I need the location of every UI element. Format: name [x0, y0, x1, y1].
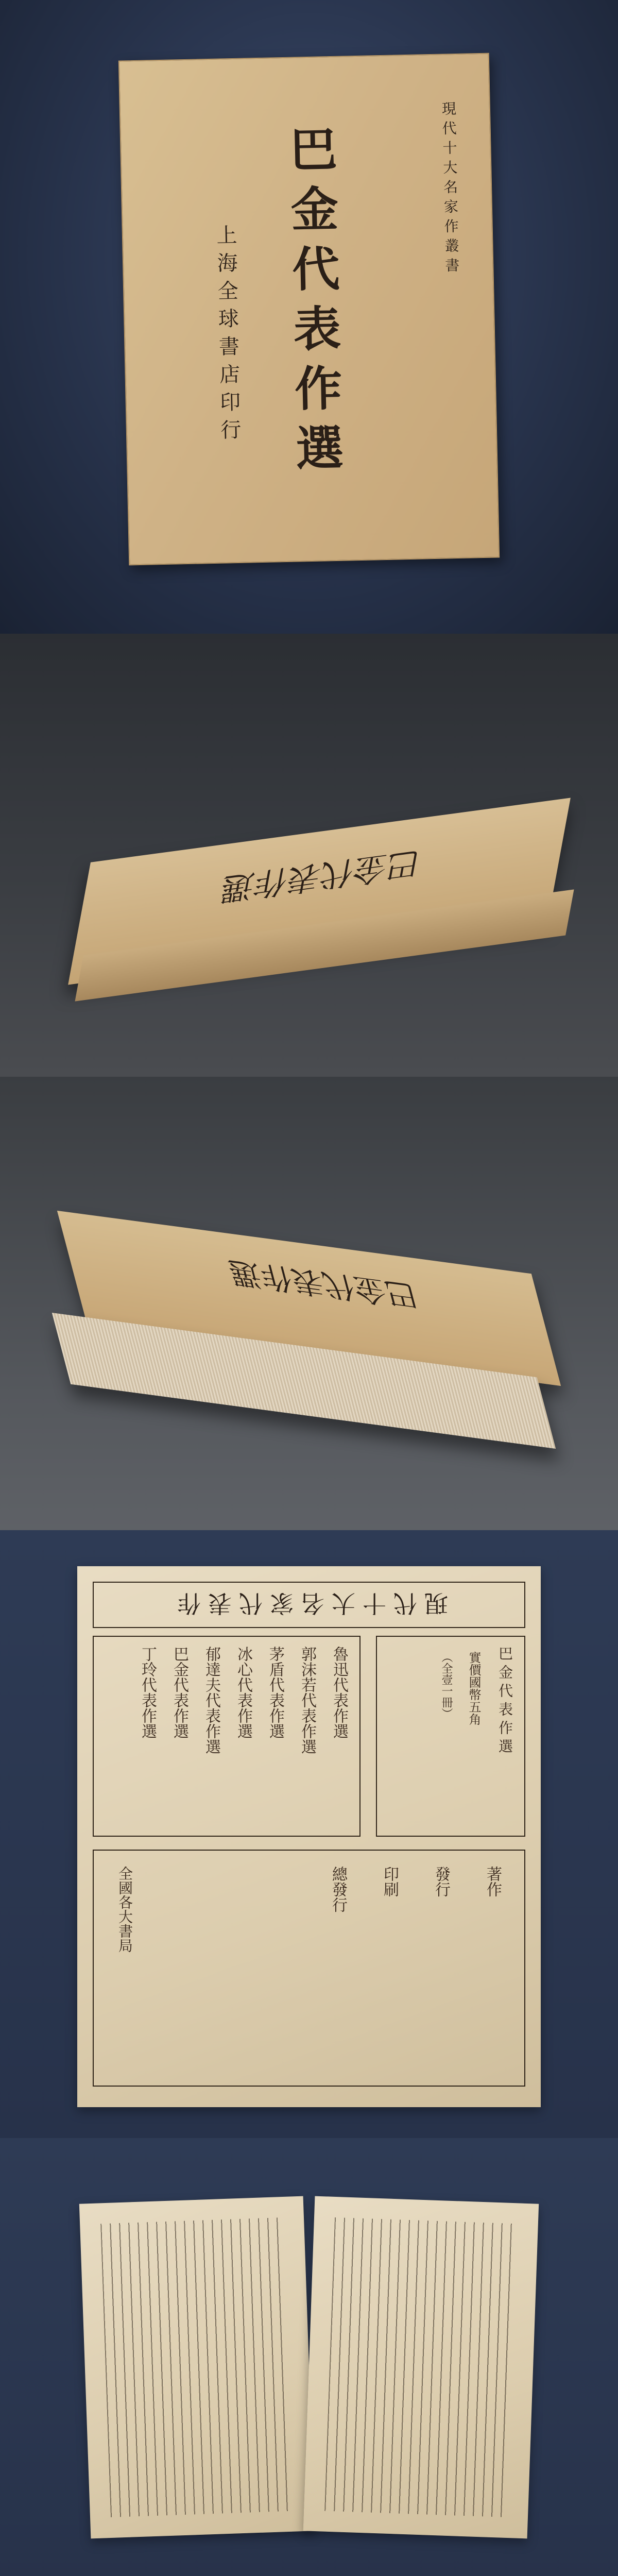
title-page-paper: [77, 1566, 541, 2107]
cover-series-text: 現代十大名家作叢書: [439, 100, 460, 278]
left-page: [79, 2196, 315, 2539]
top-title-upside-down: 巴金代表作選: [217, 844, 423, 908]
series-list-box: [93, 1636, 360, 1837]
series-item: 魯迅代表作選: [330, 1646, 348, 1739]
header-title: 現代十大名家代表作: [170, 1589, 448, 1617]
book-front-cover: [118, 53, 500, 566]
cover-publisher: 上海全球書店印行: [213, 224, 242, 447]
series-item: 巴金代表作選: [170, 1646, 188, 1739]
imprint-box: [93, 1850, 525, 2087]
cover-title: 巴金代表作選: [281, 124, 345, 484]
series-item: 郭沫若代表作選: [298, 1646, 316, 1754]
header-box: [93, 1582, 525, 1628]
dense-text: [324, 2217, 518, 2517]
right-page: [303, 2196, 539, 2539]
series-item: 郁達夫代表作選: [202, 1646, 220, 1754]
book-info-box: [376, 1636, 525, 1837]
photo-title-page: [0, 1530, 618, 2138]
volume-note: （全壹一冊）: [440, 1651, 453, 1719]
price-text: 實價國幣五角: [467, 1651, 481, 1725]
series-item: 冰心代表作選: [234, 1646, 252, 1739]
dense-text: [100, 2217, 294, 2517]
distribution-note: 全國各大書局: [116, 1866, 133, 1953]
photo-open-pages: [0, 2138, 618, 2576]
book-title-vertical: 巴金代表作選: [496, 1646, 513, 1757]
imprint-note: 著作: [484, 1866, 502, 1897]
imprint-note: 總發行: [329, 1866, 347, 1912]
photo-spine-view-1: [0, 634, 618, 1077]
series-item: 丁玲代表作選: [139, 1646, 157, 1739]
series-item: 茅盾代表作選: [266, 1646, 284, 1739]
photo-spine-view-2: [0, 1077, 618, 1530]
imprint-note: 印刷: [381, 1866, 399, 1897]
photo-front-cover: [0, 0, 618, 634]
imprint-note: 發行: [432, 1866, 450, 1897]
top-title-upside-down: 巴金代表作選: [225, 1254, 421, 1314]
